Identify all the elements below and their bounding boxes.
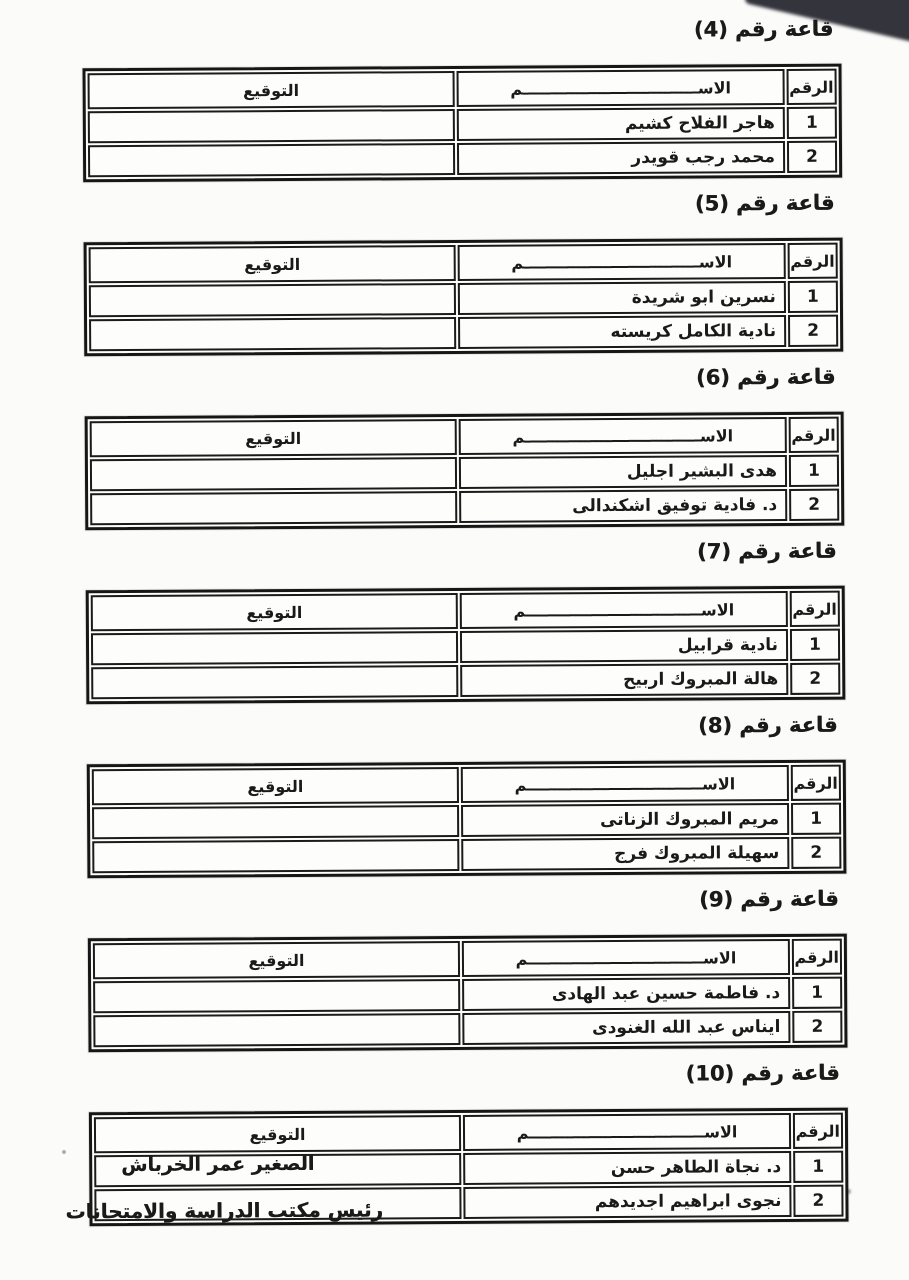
cell-name: مريم المبروك الزناتى xyxy=(461,803,789,837)
signatory-name: الصغير عمر الخرباش xyxy=(121,1152,315,1177)
col-header-signature: التوقيع xyxy=(89,245,456,283)
room-section xyxy=(0,361,908,531)
room-section xyxy=(0,709,909,879)
room-section xyxy=(0,187,907,357)
col-header-number: الرقم xyxy=(791,765,841,801)
cell-number: 2 xyxy=(788,315,838,347)
col-header-name: الاســــــــــــــــــــــــــــــــم xyxy=(462,939,790,977)
cell-name: سهيلة المبروك فرج xyxy=(461,837,789,871)
attendance-table-frame xyxy=(83,64,843,183)
cell-number: 1 xyxy=(792,977,842,1009)
room-sections-list xyxy=(0,13,909,1227)
col-header-signature: التوقيع xyxy=(88,71,455,109)
table-row xyxy=(93,1011,842,1048)
col-header-number: الرقم xyxy=(788,243,838,279)
cell-name: هدى البشير اجليل xyxy=(459,455,787,489)
col-header-number: الرقم xyxy=(789,417,839,453)
cell-signature-empty xyxy=(91,631,458,665)
cell-name: نادية الكامل كريسته xyxy=(458,315,786,349)
cell-number: 2 xyxy=(793,1185,843,1217)
col-header-signature: التوقيع xyxy=(92,767,459,805)
col-header-name: الاســــــــــــــــــــــــــــــــم xyxy=(461,765,789,803)
cell-number: 1 xyxy=(790,629,840,661)
cell-name: هالة المبروك اربيح xyxy=(460,663,788,697)
room-table xyxy=(90,763,844,876)
cell-name: د. فاطمة حسين عبد الهادى xyxy=(462,977,790,1011)
col-header-signature: التوقيع xyxy=(91,593,458,631)
cell-number: 1 xyxy=(793,1151,843,1183)
room-section xyxy=(0,535,909,705)
cell-number: 1 xyxy=(787,107,837,139)
table-row xyxy=(91,663,840,700)
cell-signature-empty xyxy=(93,979,460,1013)
cell-signature-empty xyxy=(93,1013,460,1047)
room-heading: قاعة رقم (5) xyxy=(694,190,835,216)
cell-number: 1 xyxy=(791,803,841,835)
table-row xyxy=(90,455,839,492)
attendance-table-frame xyxy=(87,760,847,879)
table-row xyxy=(88,141,837,178)
cell-signature-empty xyxy=(92,839,459,873)
cell-number: 1 xyxy=(789,455,839,487)
table-row xyxy=(93,977,842,1014)
cell-name: د. فادية توفيق اشكندالى xyxy=(459,489,787,523)
col-header-name: الاســــــــــــــــــــــــــــــــم xyxy=(457,69,785,107)
col-header-name: الاســــــــــــــــــــــــــــــــم xyxy=(459,417,787,455)
cell-name: نجوى ابراهيم اجديدهم xyxy=(463,1185,791,1219)
cell-number: 2 xyxy=(791,837,841,869)
room-table xyxy=(91,937,845,1050)
cell-signature-empty xyxy=(91,665,458,699)
col-header-name: الاســــــــــــــــــــــــــــــــم xyxy=(460,591,788,629)
cell-number: 2 xyxy=(789,489,839,521)
attendance-table-frame xyxy=(86,586,846,705)
cell-name: هاجر الفلاح كشيم xyxy=(457,107,785,141)
table-row xyxy=(91,629,840,666)
table-row xyxy=(89,281,838,318)
table-row xyxy=(88,107,837,144)
cell-number: 2 xyxy=(790,663,840,695)
table-row xyxy=(92,837,841,874)
room-table xyxy=(89,589,843,702)
cell-signature-empty xyxy=(90,457,457,491)
room-table xyxy=(87,241,841,354)
room-heading: قاعة رقم (10) xyxy=(685,1060,840,1086)
room-heading: قاعة رقم (4) xyxy=(693,16,834,42)
table-header-row xyxy=(93,939,842,980)
col-header-name: الاســــــــــــــــــــــــــــــــم xyxy=(463,1113,791,1151)
cell-name: محمد رجب قويدر xyxy=(457,141,785,175)
room-section xyxy=(0,13,906,183)
room-section xyxy=(2,883,909,1053)
attendance-table-frame xyxy=(85,412,845,531)
table-header-row xyxy=(89,243,838,284)
attendance-table-frame xyxy=(88,934,848,1053)
room-heading: قاعة رقم (8) xyxy=(697,712,838,738)
cell-signature-empty xyxy=(88,109,455,143)
cell-signature-empty xyxy=(88,143,455,177)
col-header-number: الرقم xyxy=(787,69,837,105)
table-row xyxy=(89,315,838,352)
table-header-row xyxy=(92,765,841,806)
table-header-row xyxy=(91,591,840,632)
table-header-row xyxy=(88,69,837,110)
cell-name: نسرين ابو شريدة xyxy=(458,281,786,315)
cell-signature-empty xyxy=(89,317,456,351)
cell-number: 1 xyxy=(788,281,838,313)
table-row xyxy=(92,803,841,840)
cell-name: ايناس عبد الله الغنودى xyxy=(462,1011,790,1045)
col-header-number: الرقم xyxy=(792,939,842,975)
col-header-signature: التوقيع xyxy=(93,941,460,979)
col-header-name: الاســــــــــــــــــــــــــــــــم xyxy=(458,243,786,281)
attendance-table-frame xyxy=(84,238,844,357)
cell-number: 2 xyxy=(787,141,837,173)
cell-name: نادية قرابيل xyxy=(460,629,788,663)
cell-number: 2 xyxy=(792,1011,842,1043)
signatory-title: رئيس مكتب الدراسة والامتحانات xyxy=(65,1197,384,1224)
cell-signature-empty xyxy=(89,283,456,317)
room-table xyxy=(86,67,840,180)
room-table xyxy=(88,415,842,528)
room-heading: قاعة رقم (9) xyxy=(699,886,839,912)
table-row xyxy=(90,489,839,526)
room-heading: قاعة رقم (6) xyxy=(695,364,836,390)
col-header-signature: التوقيع xyxy=(90,419,457,457)
room-heading: قاعة رقم (7) xyxy=(696,538,837,564)
table-header-row xyxy=(94,1113,843,1154)
col-header-number: الرقم xyxy=(790,591,840,627)
col-header-number: الرقم xyxy=(793,1113,843,1149)
table-header-row xyxy=(90,417,839,458)
cell-signature-empty xyxy=(90,491,457,525)
cell-signature-empty xyxy=(92,805,459,839)
col-header-signature: التوقيع xyxy=(94,1115,461,1153)
cell-name: د. نجاة الطاهر حسن xyxy=(463,1151,791,1185)
